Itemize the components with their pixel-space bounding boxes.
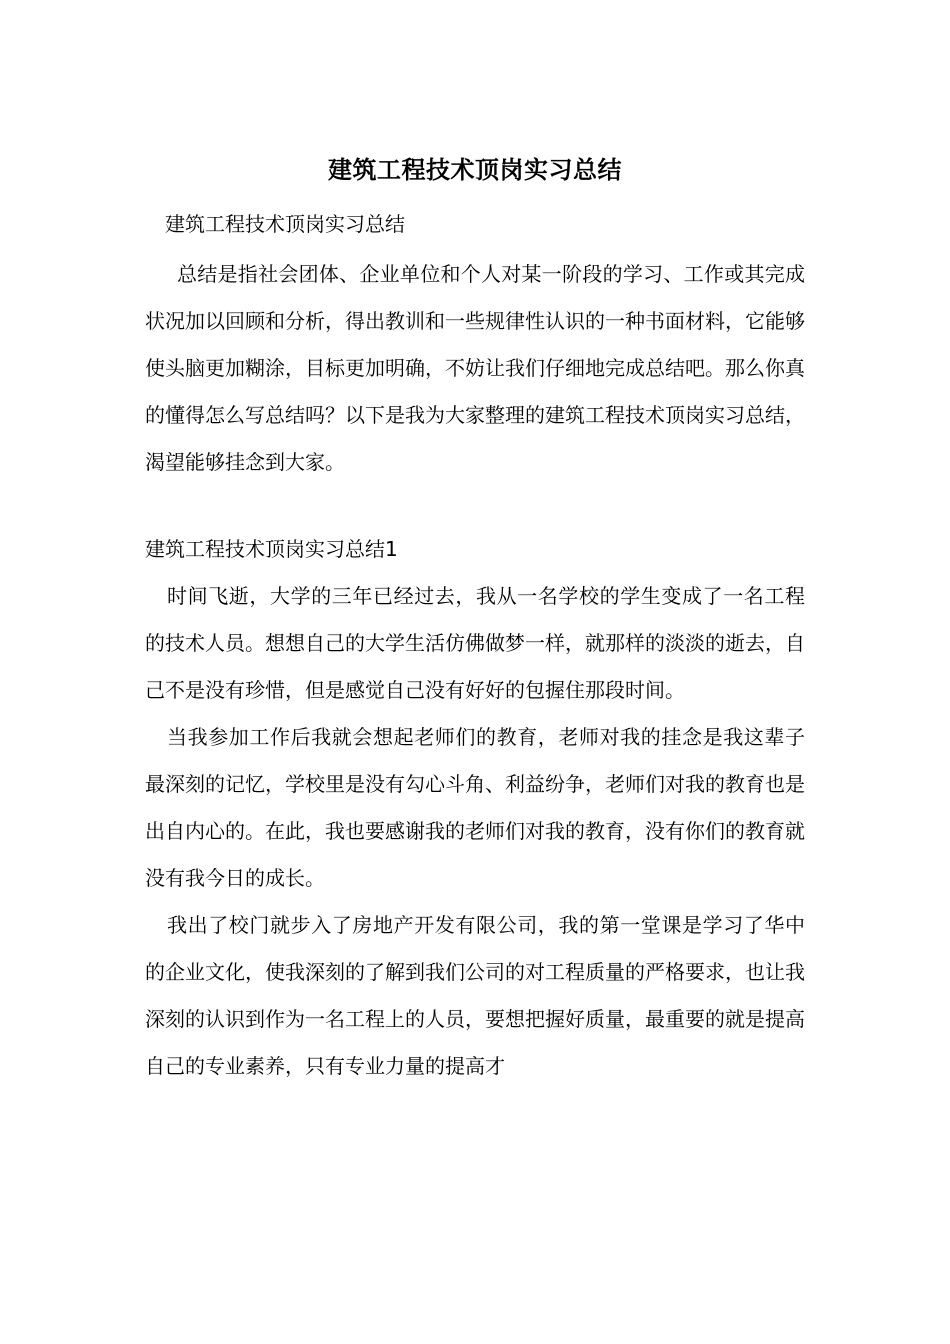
intro-paragraph: 总结是指社会团体、企业单位和个人对某一阶段的学习、工作或其完成状况加以回顾和分析，得出教训和一些规律性认识的一种书面材料，它能够使头脑更加糊涂，目标更加明确，不妨让我们仔细地完成总结吧。那么你真的懂得怎么写总结吗？以下是我为大家整理的建筑工程技术顶岗实习总结，渴望能够挂念到大家。 [145,262,805,474]
body-paragraph-2: 当我参加工作后我就会想起老师们的教育，老师对我的挂念是我这辈子最深刻的记忆，学校里是没有勾心斗角、利益纷争，老师们对我的教育也是出自内心的。在此，我也要感谢我的老师们对我的教育，没有你们的教育就没有我今日的成长。 [145,725,805,890]
section-heading-text: 建筑工程技术顶岗实习总结 [145,537,385,561]
document-title: 建筑工程技术顶岗实习总结 [328,156,622,184]
section-heading-1 [145,526,805,573]
document-body [145,150,805,1090]
body-paragraph-1: 时间飞逝，大学的三年已经过去，我从一名学校的学生变成了一名工程的技术人员。想想自己的大学生活仿佛做梦一样，就那样的淡淡的逝去，自己不是没有珍惜，但是感觉自己没有好好的包握住那段时间。 [145,584,805,702]
document-subtitle: 建筑工程技术顶岗实习总结 [165,212,405,236]
section-heading-number: 1 [385,537,398,561]
body-paragraph-3: 我出了校门就步入了房地产开发有限公司，我的第一堂课是学习了华中的企业文化，使我深刻的了解到我们公司的对工程质量的严格要求，也让我深刻的认识到作为一名工程上的人员，要想把握好质量，最重要的就是提高自己的专业素养，只有专业力量的提高才 [145,913,805,1078]
